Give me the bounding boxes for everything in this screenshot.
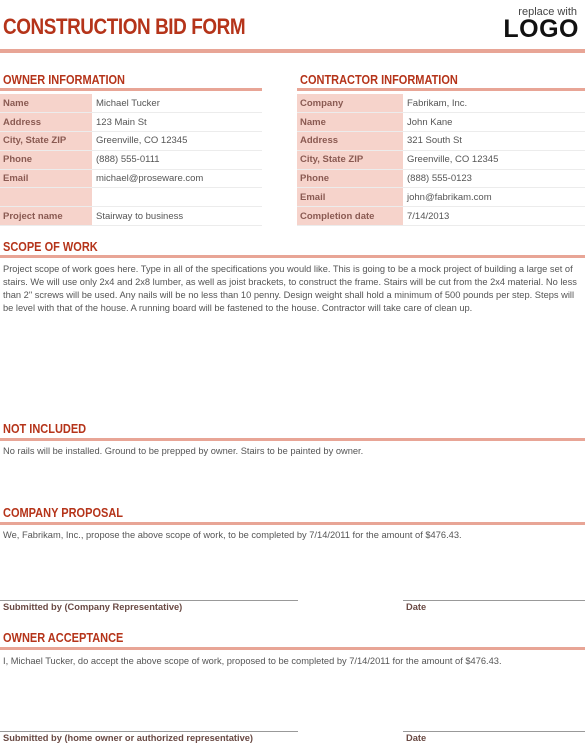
contractor-row-city — [297, 150, 585, 169]
acceptance-heading: OWNER ACCEPTANCE — [3, 631, 124, 645]
contractor-label: Name — [297, 113, 403, 132]
owner-row-email — [0, 169, 262, 188]
contractor-value[interactable]: 321 South St — [403, 132, 585, 151]
acceptance-date-line[interactable] — [403, 731, 585, 732]
acceptance-date-label: Date — [406, 733, 427, 743]
not-included-heading: NOT INCLUDED — [3, 422, 87, 436]
proposal-divider — [0, 522, 585, 525]
owner-row-city — [0, 132, 262, 151]
owner-label — [0, 188, 92, 207]
contractor-info-divider — [297, 88, 585, 91]
owner-label: Address — [0, 113, 92, 132]
not-included-text[interactable]: No rails will be installed. Ground to be prepped by owner. Stairs to be painted by owner. — [3, 446, 364, 456]
acceptance-text[interactable]: I, Michael Tucker, do accept the above scope of work, proposed to be completed by 7/14/2011 for the amount of $476.43. — [3, 656, 502, 666]
owner-value[interactable]: Stairway to business — [92, 207, 262, 226]
proposal-date-line[interactable] — [403, 600, 585, 601]
owner-value[interactable]: michael@proseware.com — [92, 169, 262, 188]
scope-heading: SCOPE OF WORK — [3, 240, 98, 254]
owner-row-address — [0, 113, 262, 132]
contractor-row-company — [297, 94, 585, 113]
owner-value[interactable] — [92, 188, 262, 207]
contractor-value[interactable]: john@fabrikam.com — [403, 188, 585, 207]
header-divider — [0, 49, 585, 53]
owner-info-heading: OWNER INFORMATION — [3, 73, 126, 87]
owner-info-divider — [0, 88, 262, 91]
contractor-row-completion — [297, 207, 585, 226]
contractor-label: Address — [297, 132, 403, 151]
contractor-info-table — [297, 94, 585, 226]
contractor-row-address — [297, 132, 585, 151]
owner-label: City, State ZIP — [0, 132, 92, 151]
owner-label: Phone — [0, 150, 92, 169]
contractor-row-email — [297, 188, 585, 207]
proposal-date-label: Date — [406, 602, 427, 612]
not-included-divider — [0, 438, 585, 441]
owner-row-project — [0, 207, 262, 226]
logo-caption: replace with — [518, 6, 577, 18]
contractor-label: City, State ZIP — [297, 150, 403, 169]
proposal-heading: COMPANY PROPOSAL — [3, 506, 123, 520]
proposal-signature-label: Submitted by (Company Representative) — [3, 602, 183, 612]
contractor-value[interactable]: Greenville, CO 12345 — [403, 150, 585, 169]
contractor-row-phone — [297, 169, 585, 188]
owner-row-name — [0, 94, 262, 113]
contractor-value[interactable]: John Kane — [403, 113, 585, 132]
contractor-value[interactable]: (888) 555-0123 — [403, 169, 585, 188]
contractor-label: Email — [297, 188, 403, 207]
contractor-label: Company — [297, 94, 403, 113]
contractor-row-name — [297, 113, 585, 132]
scope-text[interactable]: Project scope of work goes here. Type in all of the specifications you would like. This is going to be a mock project of building a large set of stairs. We will use only 2x4 and 2x8 lumber, as well as joist brackets, to construct the frame. Stairs will be cut from the 2x4 material. No less than 2" screws will be used. Any nails will be no less than 10 penny. Design weight shall hold a minimum of 500 pounds per step. Steps will be level with that of the house. A running board will be fastened to the house. Contractor will take care of clean up. — [3, 264, 577, 313]
scope-divider — [0, 255, 585, 258]
proposal-signature-line[interactable] — [0, 600, 298, 601]
owner-label: Project name — [0, 207, 92, 226]
owner-value[interactable]: Michael Tucker — [92, 94, 262, 113]
form-title: CONSTRUCTION BID FORM — [3, 14, 246, 39]
acceptance-signature-line[interactable] — [0, 731, 298, 732]
owner-value[interactable]: 123 Main St — [92, 113, 262, 132]
logo-placeholder: LOGO — [503, 15, 579, 43]
contractor-label: Phone — [297, 169, 403, 188]
acceptance-divider — [0, 647, 585, 650]
owner-row-phone — [0, 150, 262, 169]
owner-label: Email — [0, 169, 92, 188]
proposal-text[interactable]: We, Fabrikam, Inc., propose the above scope of work, to be completed by 7/14/2011 for the amount of $476.43. — [3, 530, 462, 540]
acceptance-signature-label: Submitted by (home owner or authorized representative) — [3, 733, 254, 743]
owner-row-blank — [0, 188, 262, 207]
owner-label: Name — [0, 94, 92, 113]
contractor-value[interactable]: 7/14/2013 — [403, 207, 585, 226]
owner-info-table — [0, 94, 262, 226]
contractor-value[interactable]: Fabrikam, Inc. — [403, 94, 585, 113]
contractor-label: Completion date — [297, 207, 403, 226]
contractor-info-heading: CONTRACTOR INFORMATION — [300, 73, 458, 87]
owner-value[interactable]: Greenville, CO 12345 — [92, 132, 262, 151]
owner-value[interactable]: (888) 555-0111 — [92, 150, 262, 169]
